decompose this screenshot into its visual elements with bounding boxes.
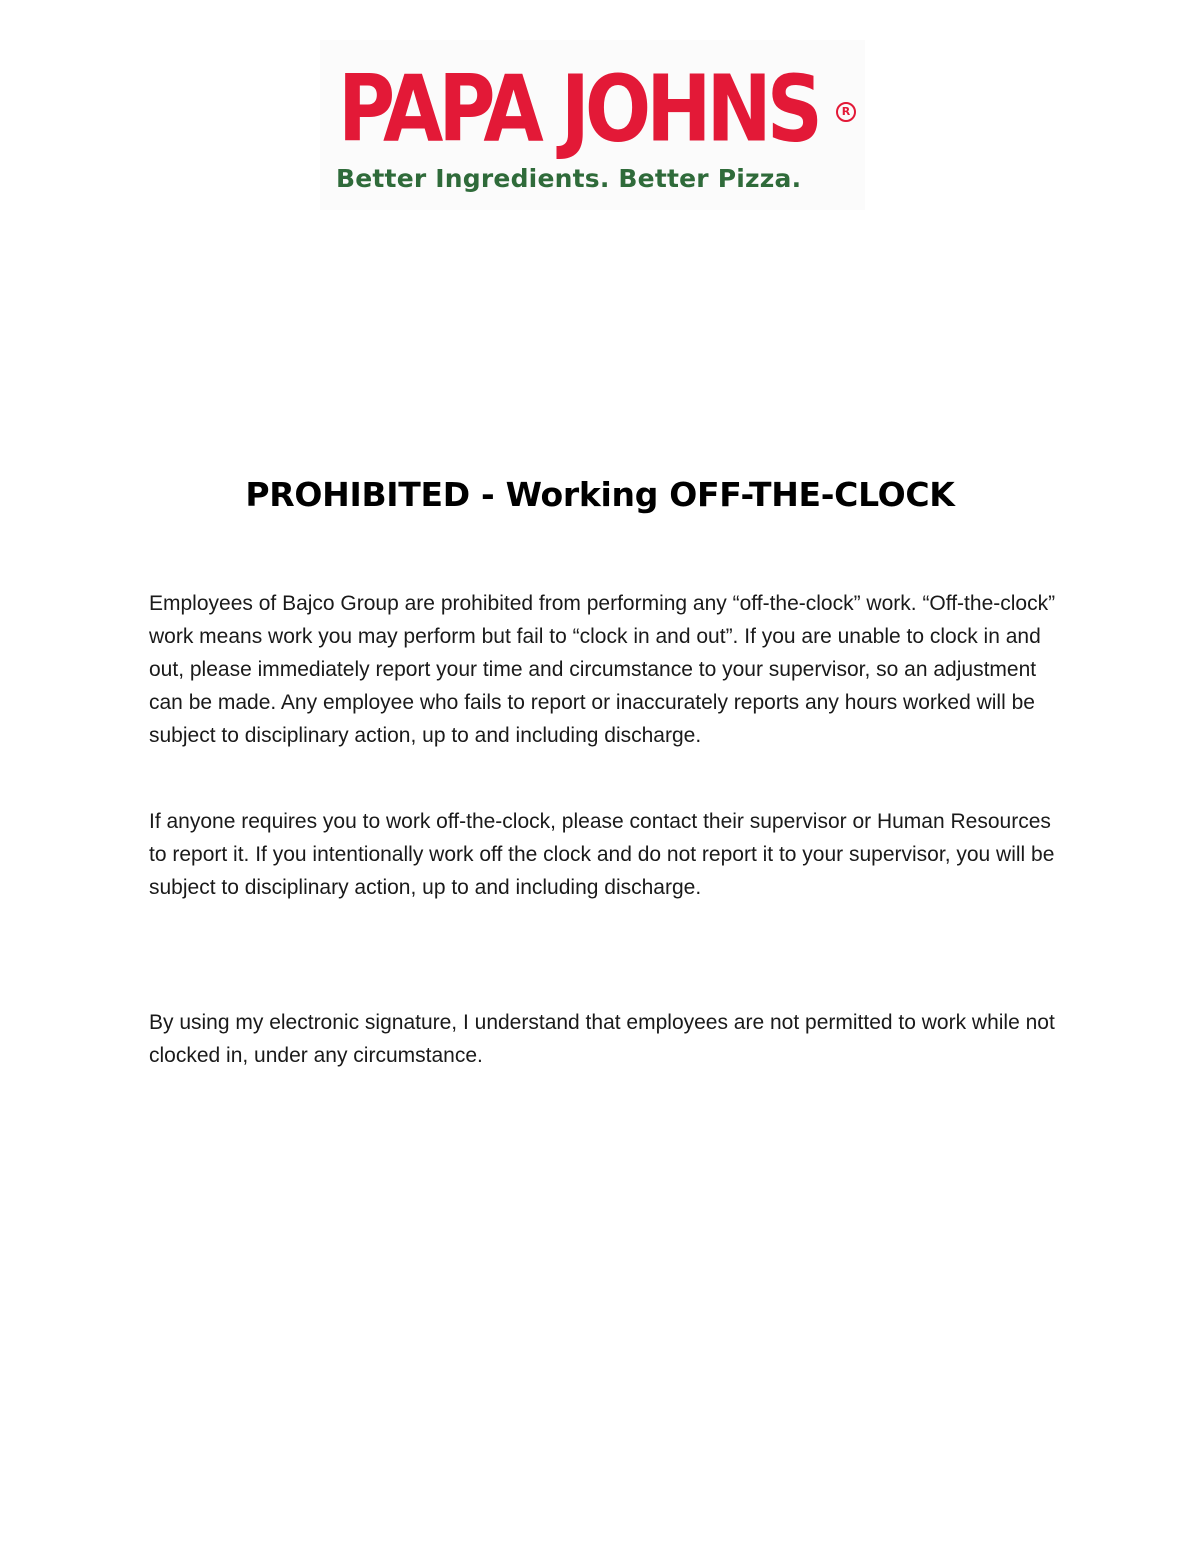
reporting-paragraph: If anyone requires you to work off-the-clock, please contact their supervisor or Human Resources to report it. If you intentionally work off the clock and do not report it to your supervisor, you will be subject to disciplinary action, up to and including discharge. [149,810,1055,899]
logo-brand-text: PAPA JOHNS [338,56,818,164]
document-title: PROHIBITED - Working OFF-THE-CLOCK [245,475,955,514]
acknowledgement-paragraph: By using my electronic signature, I understand that employees are not permitted to work while not clocked in, under any circumstance. [149,1011,1055,1067]
policy-paragraph: Employees of Bajco Group are prohibited from performing any “off-the-clock” work. “Off-the-clock” work means work you may perform but fail to “clock in and out”. If you are unable to clock in and out, please immediately report your time and circumstance to your supervisor, so an adjustment can be made. Any employee who fails to report or inaccurately reports any hours worked will be subject to disciplinary action, up to and including discharge. [149,592,1056,747]
papa-johns-logo [320,40,865,210]
registered-trademark-icon: R [836,102,856,122]
logo-tagline: Better Ingredients. Better Pizza. [336,164,802,193]
